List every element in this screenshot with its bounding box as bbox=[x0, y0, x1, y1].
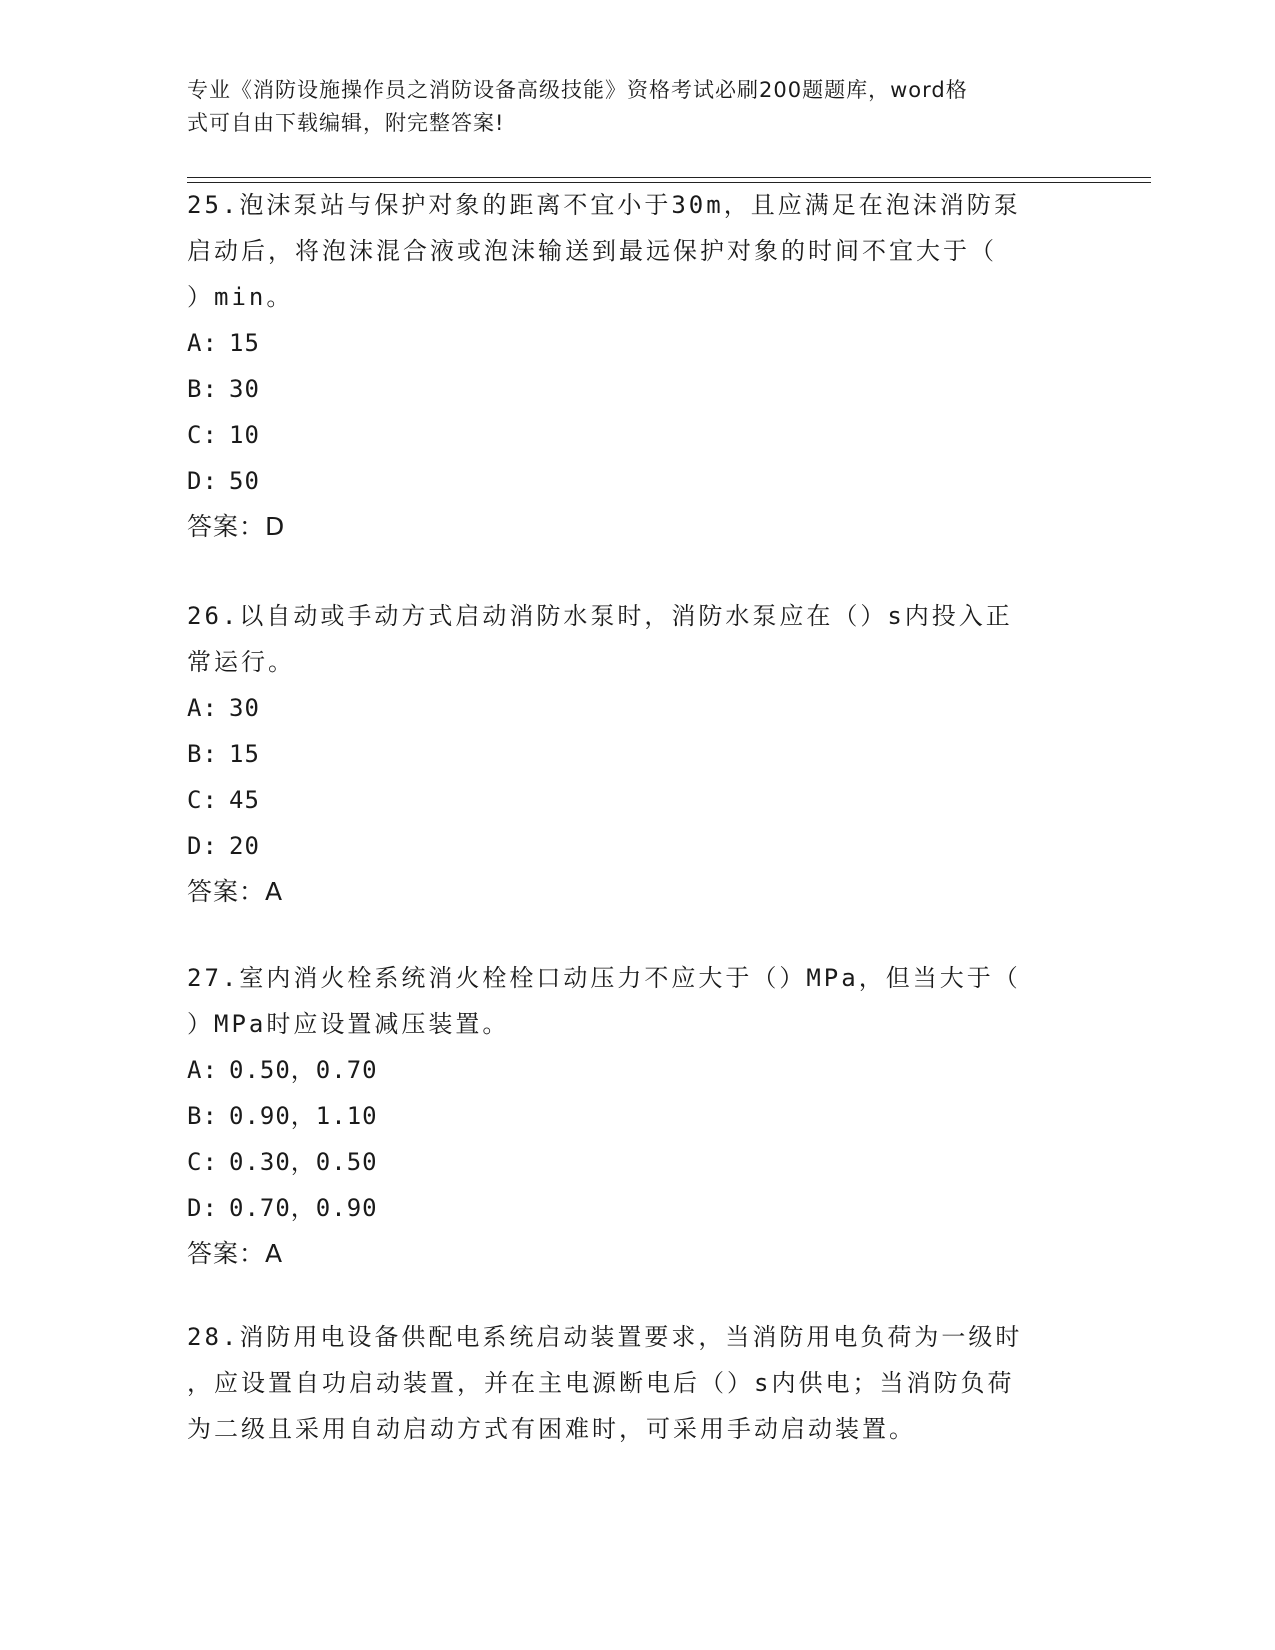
header-line-1: 专业《消防设施操作员之消防设备高级技能》资格考试必刷200题题库，word格 bbox=[187, 78, 968, 102]
option-a bbox=[187, 685, 1077, 731]
option-d bbox=[187, 1185, 1077, 1231]
option-key: B: bbox=[187, 1102, 218, 1130]
option-key: D: bbox=[187, 1194, 218, 1222]
option-key: D: bbox=[187, 832, 218, 860]
option-key: B: bbox=[187, 740, 218, 768]
question-line: 为二级且采用自动启动方式有困难时，可采用手动启动装置。 bbox=[187, 1415, 916, 1443]
option-value: 0.90，1.10 bbox=[229, 1102, 378, 1130]
option-key: B: bbox=[187, 375, 218, 403]
option-value: 30 bbox=[229, 375, 260, 403]
option-value: 15 bbox=[229, 329, 260, 357]
option-c bbox=[187, 1139, 1077, 1185]
option-d bbox=[187, 458, 1077, 504]
header-divider-top bbox=[187, 177, 1151, 178]
option-value: 0.70，0.90 bbox=[229, 1194, 378, 1222]
question-line: ，应设置自功启动装置，并在主电源断电后（）s内供电；当消防负荷 bbox=[187, 1369, 1015, 1397]
option-key: C: bbox=[187, 421, 218, 449]
question-line: 25.泡沫泵站与保护对象的距离不宜小于30m，且应满足在泡沫消防泵 bbox=[187, 191, 1021, 219]
option-a bbox=[187, 320, 1077, 366]
option-b bbox=[187, 366, 1077, 412]
option-key: D: bbox=[187, 467, 218, 495]
question-line: 28.消防用电设备供配电系统启动装置要求，当消防用电负荷为一级时 bbox=[187, 1323, 1023, 1351]
option-key: A: bbox=[187, 694, 218, 722]
option-value: 0.50，0.70 bbox=[229, 1056, 378, 1084]
question-line: ）min。 bbox=[187, 283, 294, 311]
question-text bbox=[187, 182, 1077, 320]
question-text bbox=[187, 593, 1077, 685]
option-value: 30 bbox=[229, 694, 260, 722]
question-line: 26.以自动或手动方式启动消防水泵时，消防水泵应在（）s内投入正 bbox=[187, 602, 1013, 630]
question-line: 常运行。 bbox=[187, 648, 295, 676]
option-key: C: bbox=[187, 786, 218, 814]
option-value: 45 bbox=[229, 786, 260, 814]
answer-line: 答案：A bbox=[187, 877, 284, 906]
question-line: ）MPa时应设置减压装置。 bbox=[187, 1010, 510, 1038]
option-c bbox=[187, 412, 1077, 458]
option-key: A: bbox=[187, 329, 218, 357]
header-line-2: 式可自由下载编辑，附完整答案! bbox=[187, 111, 505, 135]
option-value: 10 bbox=[229, 421, 260, 449]
option-key: A: bbox=[187, 1056, 218, 1084]
option-key: C: bbox=[187, 1148, 218, 1176]
answer-line: 答案：D bbox=[187, 512, 286, 541]
document-header bbox=[187, 74, 1077, 140]
option-d bbox=[187, 823, 1077, 869]
question-text bbox=[187, 955, 1077, 1047]
option-b bbox=[187, 1093, 1077, 1139]
option-value: 15 bbox=[229, 740, 260, 768]
question-text bbox=[187, 1314, 1077, 1452]
question-26 bbox=[187, 593, 1077, 915]
option-value: 20 bbox=[229, 832, 260, 860]
option-b bbox=[187, 731, 1077, 777]
question-28 bbox=[187, 1314, 1077, 1452]
option-a bbox=[187, 1047, 1077, 1093]
option-value: 0.30，0.50 bbox=[229, 1148, 378, 1176]
answer-line: 答案：A bbox=[187, 1239, 284, 1268]
option-c bbox=[187, 777, 1077, 823]
question-27 bbox=[187, 955, 1077, 1277]
question-line: 27.室内消火栓系统消火栓栓口动压力不应大于（）MPa，但当大于（ bbox=[187, 964, 1021, 992]
question-line: 启动后，将泡沫混合液或泡沫输送到最远保护对象的时间不宜大于（ bbox=[187, 237, 997, 265]
question-25 bbox=[187, 182, 1077, 550]
option-value: 50 bbox=[229, 467, 260, 495]
